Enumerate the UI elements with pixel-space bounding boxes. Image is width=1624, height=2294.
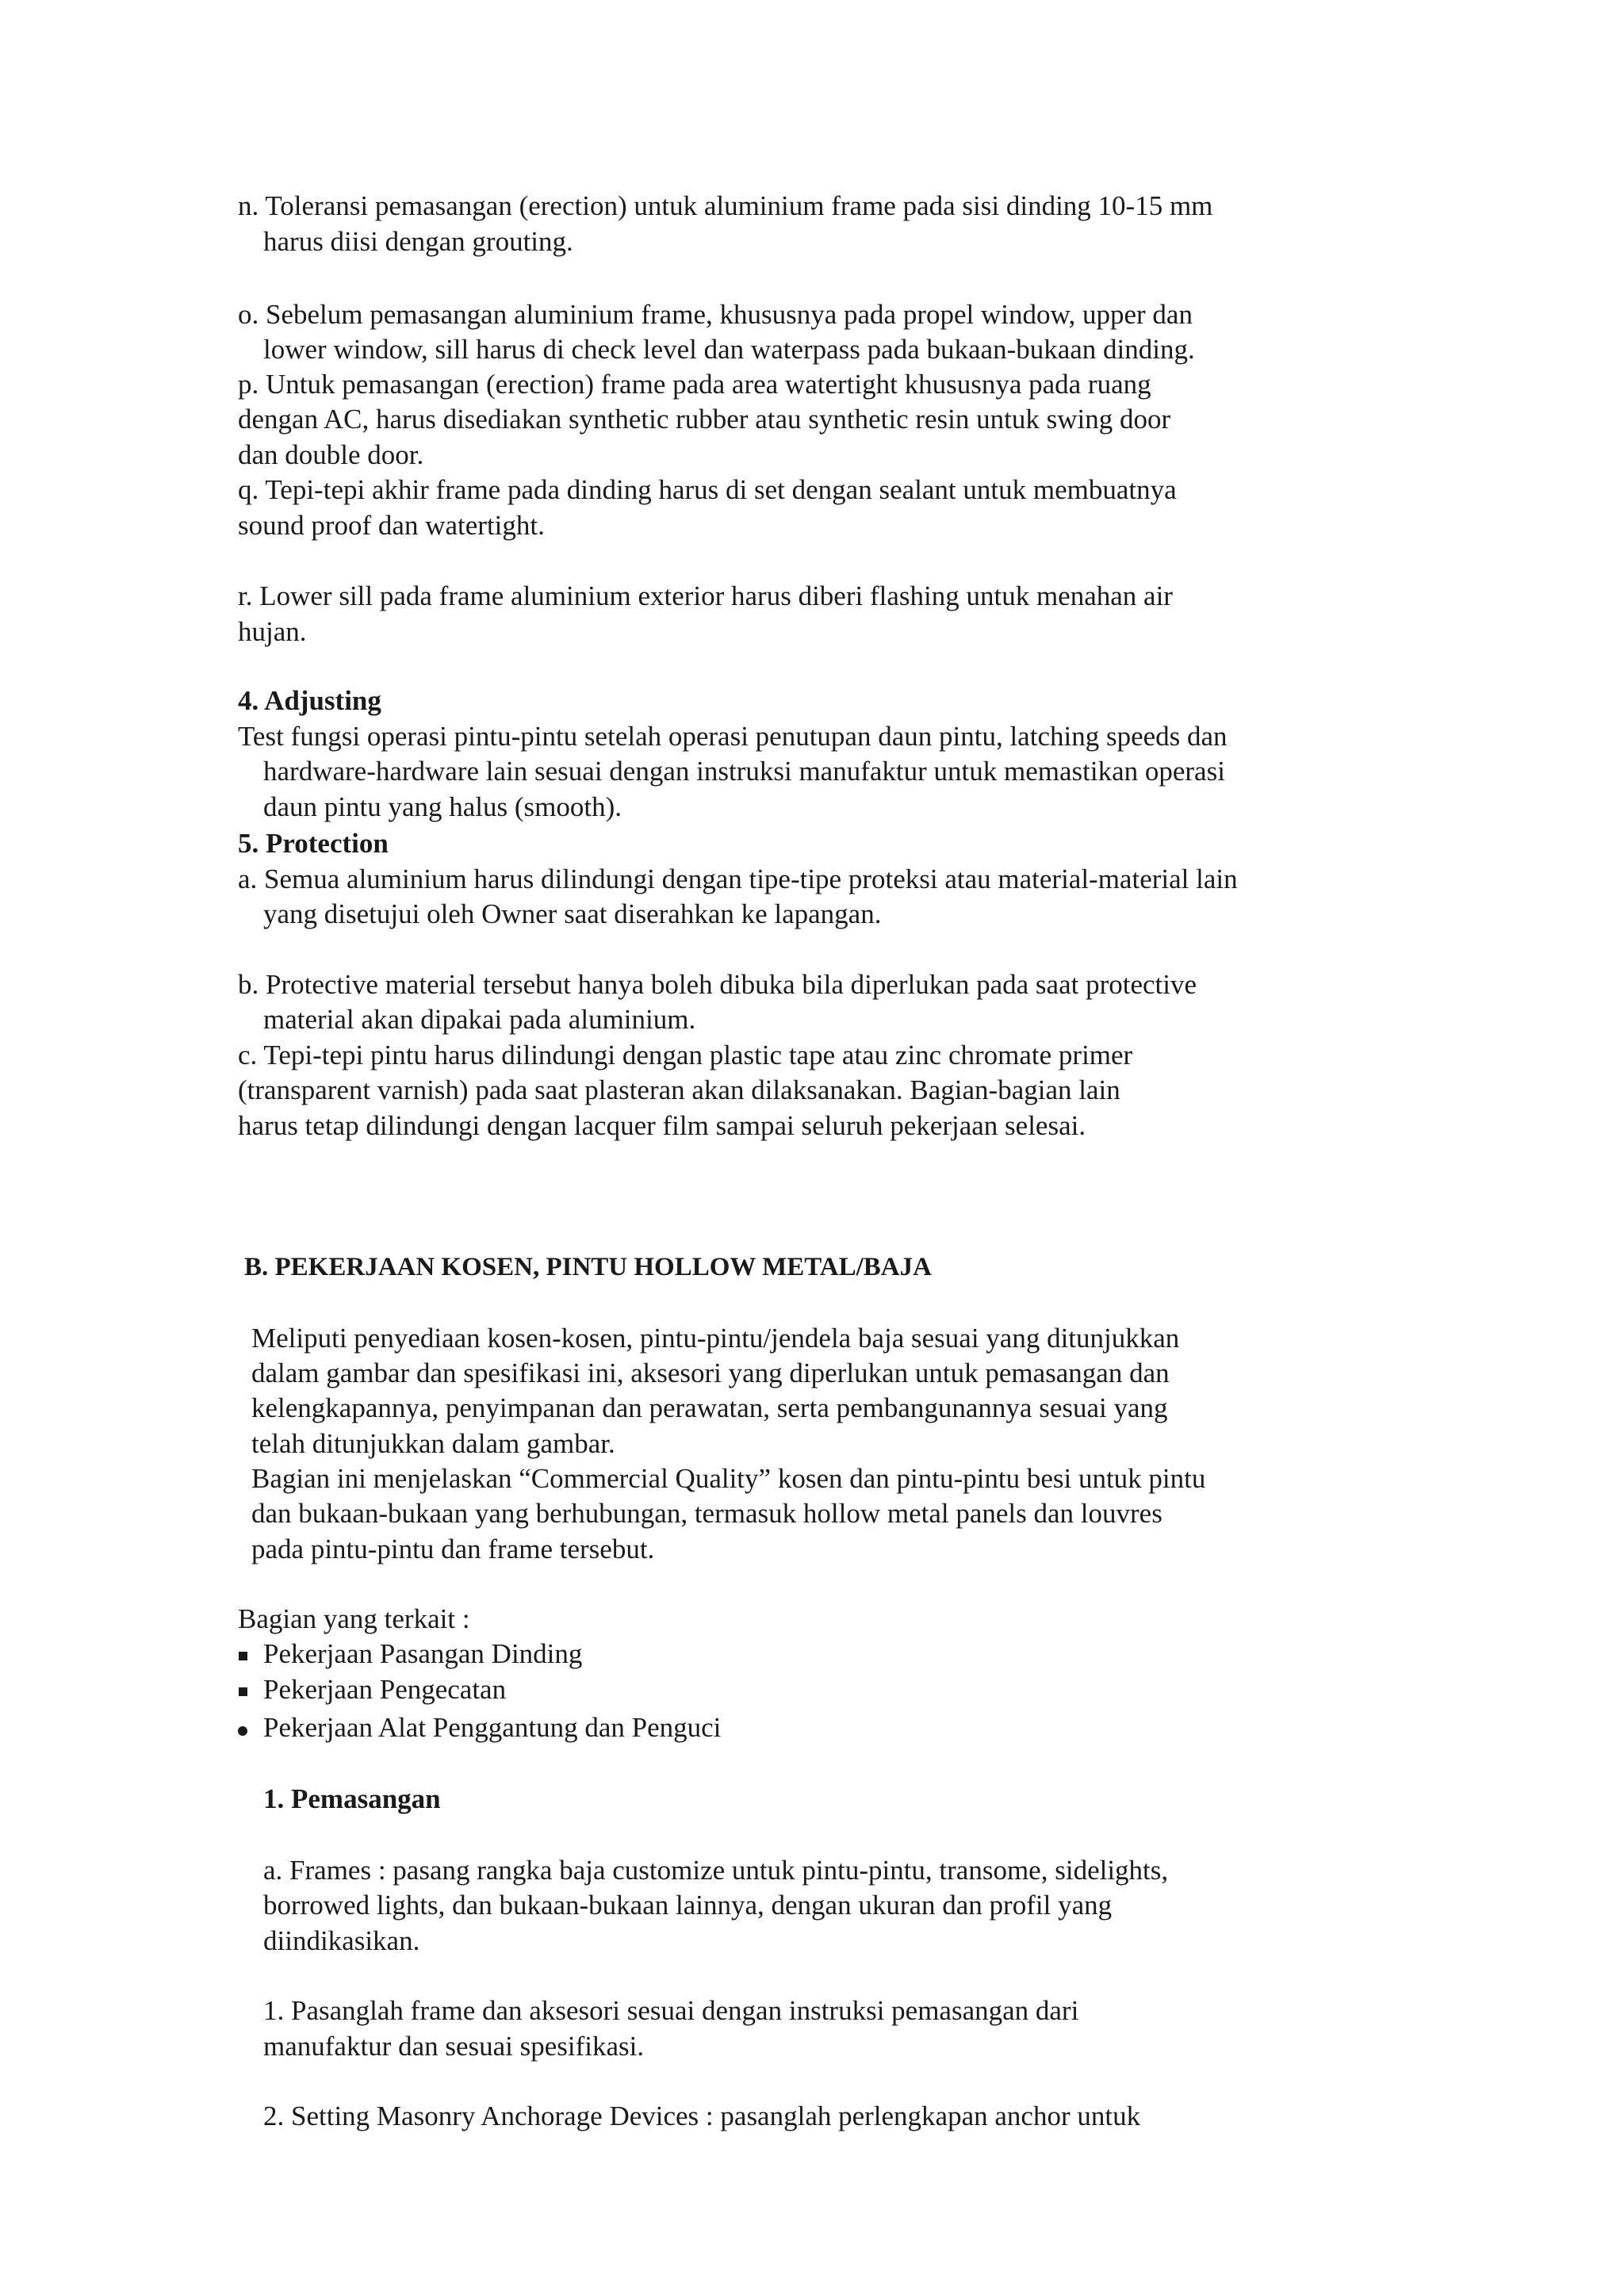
square-bullet-icon: [239, 1652, 247, 1660]
frames-line-1: a. Frames : pasang rangka baja customize untuk pintu-pintu, transome, sidelights,: [263, 1855, 1169, 1886]
section-b-intro-line-5: Bagian ini menjelaskan “Commercial Quality” kosen dan pintu-pintu besi untuk pintu: [251, 1463, 1206, 1494]
related-sections-label: Bagian yang terkait :: [238, 1603, 470, 1634]
item-q-line-1: q. Tepi-tepi akhir frame pada dinding harus di set dengan sealant untuk membuatnya: [238, 474, 1177, 505]
protection-a-line-1: a. Semua aluminium harus dilindungi dengan tipe-tipe proteksi atau material-material lain: [238, 864, 1238, 894]
frames-line-2: borrowed lights, dan bukaan-bukaan lainnya, dengan ukuran dan profil yang: [263, 1890, 1113, 1921]
step-1-line-1: 1. Pasanglah frame dan aksesori sesuai dengan instruksi pemasangan dari: [263, 1995, 1079, 2026]
step-1-line-2: manufaktur dan sesuai spesifikasi.: [263, 2031, 645, 2062]
section-b-heading: B. PEKERJAAN KOSEN, PINTU HOLLOW METAL/BAJA: [244, 1253, 932, 1281]
adjusting-line-2: hardware-hardware lain sesuai dengan instruksi manufaktur untuk memastikan operasi: [263, 756, 1225, 787]
section-b-intro-line-3: kelengkapannya, penyimpanan dan perawatan, serta pembangunannya sesuai yang: [251, 1392, 1168, 1423]
protection-c-line-1: c. Tepi-tepi pintu harus dilindungi dengan plastic tape atau zinc chromate primer: [238, 1040, 1133, 1070]
item-r-line-1: r. Lower sill pada frame aluminium exterior harus diberi flashing untuk menahan air: [238, 580, 1173, 611]
related-item-2: Pekerjaan Pengecatan: [263, 1674, 507, 1705]
protection-c-line-2: (transparent varnish) pada saat plasteran akan dilaksanakan. Bagian-bagian lain: [238, 1074, 1120, 1105]
section-b-intro-line-1: Meliputi penyediaan kosen-kosen, pintu-pintu/jendela baja sesuai yang ditunjukkan: [251, 1323, 1180, 1354]
section-b-intro-line-7: pada pintu-pintu dan frame tersebut.: [251, 1534, 655, 1564]
related-item-1: Pekerjaan Pasangan Dinding: [263, 1638, 583, 1669]
round-bullet-icon: [238, 1726, 247, 1736]
item-n-line-2: harus diisi dengan grouting.: [263, 226, 573, 257]
section-b-intro-line-4: telah ditunjukkan dalam gambar.: [251, 1428, 615, 1459]
section-b-intro-line-2: dalam gambar dan spesifikasi ini, aksesori yang diperlukan untuk pemasangan dan: [251, 1358, 1170, 1388]
item-p-line-1: p. Untuk pemasangan (erection) frame pada area watertight khususnya pada ruang: [238, 369, 1151, 400]
item-q-line-2: sound proof dan watertight.: [238, 510, 545, 541]
adjusting-line-3: daun pintu yang halus (smooth).: [263, 791, 622, 822]
item-p-line-2: dengan AC, harus disediakan synthetic rubber atau synthetic resin untuk swing door: [238, 404, 1171, 435]
item-r-line-2: hujan.: [238, 616, 307, 647]
heading-pemasangan: 1. Pemasangan: [263, 1783, 441, 1814]
step-2-line-1: 2. Setting Masonry Anchorage Devices : pasanglah perlengkapan anchor untuk: [263, 2101, 1141, 2131]
item-o-line-1: o. Sebelum pemasangan aluminium frame, khususnya pada propel window, upper dan: [238, 299, 1193, 330]
related-item-3: Pekerjaan Alat Penggantung dan Penguci: [263, 1712, 722, 1743]
square-bullet-icon: [239, 1687, 247, 1696]
protection-a-line-2: yang disetujui oleh Owner saat diserahkan ke lapangan.: [263, 898, 882, 929]
protection-c-line-3: harus tetap dilindungi dengan lacquer film sampai seluruh pekerjaan selesai.: [238, 1110, 1086, 1141]
item-p-line-3: dan double door.: [238, 439, 424, 470]
heading-adjusting: 4. Adjusting: [238, 685, 381, 716]
heading-protection: 5. Protection: [238, 828, 389, 859]
protection-b-line-2: material akan dipakai pada aluminium.: [263, 1004, 696, 1035]
section-b-intro-line-6: dan bukaan-bukaan yang berhubungan, termasuk hollow metal panels dan louvres: [251, 1498, 1162, 1529]
item-o-line-2: lower window, sill harus di check level dan waterpass pada bukaan-bukaan dinding.: [263, 334, 1195, 365]
protection-b-line-1: b. Protective material tersebut hanya boleh dibuka bila diperlukan pada saat protective: [238, 969, 1197, 1000]
adjusting-line-1: Test fungsi operasi pintu-pintu setelah operasi penutupan daun pintu, latching speeds dan: [238, 721, 1228, 752]
item-n-line-1: n. Toleransi pemasangan (erection) untuk aluminium frame pada sisi dinding 10-15 mm: [238, 190, 1213, 221]
frames-line-3: diindikasikan.: [263, 1925, 420, 1956]
